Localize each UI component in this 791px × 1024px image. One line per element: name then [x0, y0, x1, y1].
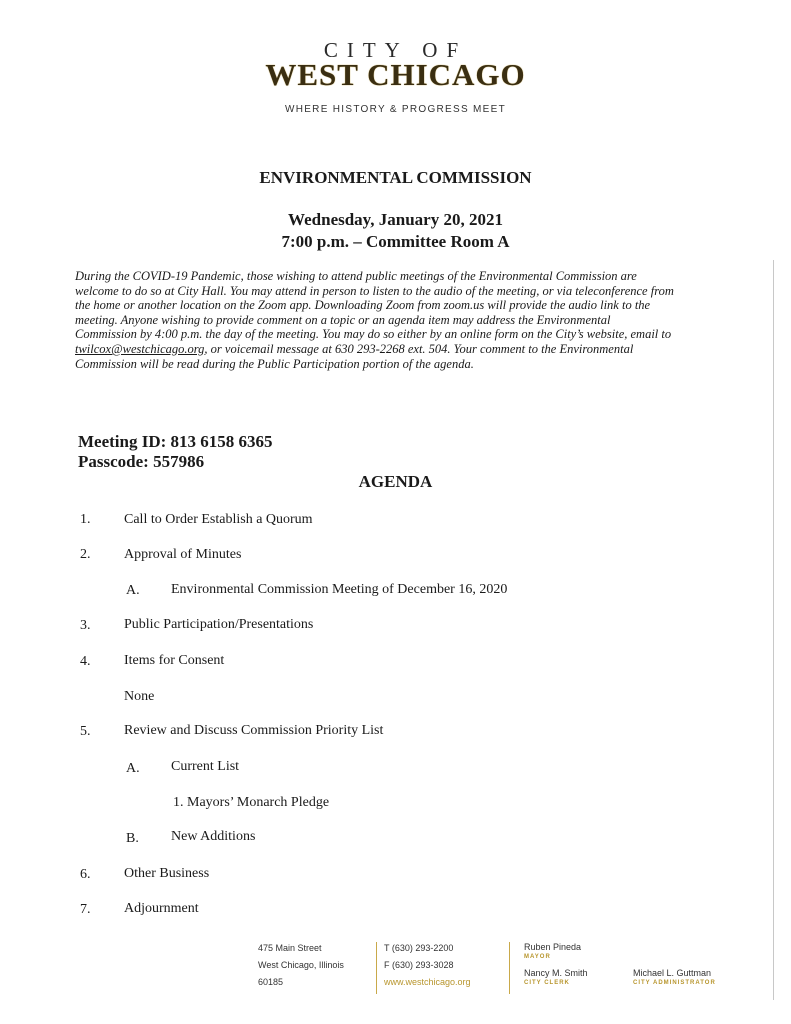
administrator-title: CITY ADMINISTRATOR [633, 980, 716, 986]
agenda-item-other-business: Other Business [124, 866, 210, 881]
footer-clerk [524, 968, 588, 988]
footer-address-city: West Chicago, Illinois [258, 960, 344, 970]
agenda-number-6: 6. [80, 867, 91, 882]
administrator-name: Michael L. Guttman [633, 968, 712, 978]
agenda-item-approval-of-minutes: Approval of Minutes [124, 547, 242, 562]
notice-text-before: During the COVID-19 Pandemic, those wishing to attend public meetings of the Environmental Commission are welcome to do so at City Hall. You may attend in person to listen to the audio of the meeting, or via teleconference from the home or another location on the Zoom app. Downloading Zoom from zoom.us will provide the audio link to the meeting. Anyone wishing to provide comment on a topic or an agenda item may address the Environmental Commission by 4:00 p.m. the day of the meeting. You may do so either by an online form on the City’s website, email to [75, 269, 674, 342]
logo-city-name: WEST CHICAGO [265, 57, 526, 92]
footer-fax: F (630) 293-3028 [384, 960, 454, 970]
agenda-subitem-minutes-december: Environmental Commission Meeting of December 16, 2020 [171, 582, 508, 597]
agenda-subitem-new-additions: New Additions [171, 829, 256, 844]
notice-text-after: , or voicemail message at 630 293-2268 ext. 504. Your comment to the Environmental Commission will be read during the Public Participation portion of the agenda. [75, 341, 634, 371]
agenda-letter-2a: A. [126, 583, 140, 598]
logo-tagline: WHERE HISTORY & PROGRESS MEET [284, 104, 507, 115]
agenda-number-2: 2. [80, 547, 91, 562]
clerk-title: CITY CLERK [524, 980, 570, 986]
passcode: Passcode: 557986 [78, 452, 205, 471]
agenda-number-1: 1. [80, 512, 91, 527]
footer-mayor [524, 942, 581, 962]
agenda-letter-5a: A. [126, 761, 140, 776]
mayor-name: Ruben Pineda [524, 942, 582, 952]
agenda-item-adjournment: Adjournment [124, 901, 199, 916]
footer-divider [376, 942, 377, 994]
agenda-letter-5b: B. [126, 831, 139, 846]
agenda-subsubitem-monarch-pledge: 1. Mayors’ Monarch Pledge [173, 795, 330, 810]
meeting-time-place: 7:00 p.m. – Committee Room A [281, 232, 510, 251]
agenda-item-priority-list: Review and Discuss Commission Priority List [124, 723, 384, 738]
agenda-number-7: 7. [80, 902, 91, 917]
page-edge-line [773, 260, 774, 1000]
footer-phone: T (630) 293-2200 [384, 943, 454, 953]
mayor-title: MAYOR [524, 954, 551, 960]
footer-website-link[interactable]: www.westchicago.org [384, 977, 471, 987]
meeting-id: Meeting ID: 813 6158 6365 [78, 432, 273, 451]
agenda-number-3: 3. [80, 618, 91, 633]
meeting-date: Wednesday, January 20, 2021 [288, 210, 503, 229]
agenda-item-items-for-consent: Items for Consent [124, 653, 225, 668]
footer-address [258, 940, 344, 991]
footer-contact [384, 940, 471, 991]
agenda-number-4: 4. [80, 654, 91, 669]
email-link[interactable]: twilcox@westchicago.org [75, 341, 205, 356]
covid-notice-paragraph [75, 269, 675, 371]
document-title: ENVIRONMENTAL COMMISSION [259, 168, 532, 187]
logo-city-of: CITY OF [323, 38, 468, 62]
agenda-subitem-current-list: Current List [171, 759, 240, 774]
clerk-name: Nancy M. Smith [524, 968, 588, 978]
agenda-number-5: 5. [80, 724, 91, 739]
footer-address-zip: 60185 [258, 977, 284, 987]
footer-divider [509, 942, 510, 994]
agenda-consent-none: None [124, 689, 155, 704]
footer-administrator [633, 968, 716, 988]
agenda-item-public-participation: Public Participation/Presentations [124, 617, 314, 632]
agenda-title: AGENDA [358, 472, 433, 491]
agenda-item-call-to-order: Call to Order Establish a Quorum [124, 512, 313, 527]
footer-address-street: 475 Main Street [258, 943, 322, 953]
